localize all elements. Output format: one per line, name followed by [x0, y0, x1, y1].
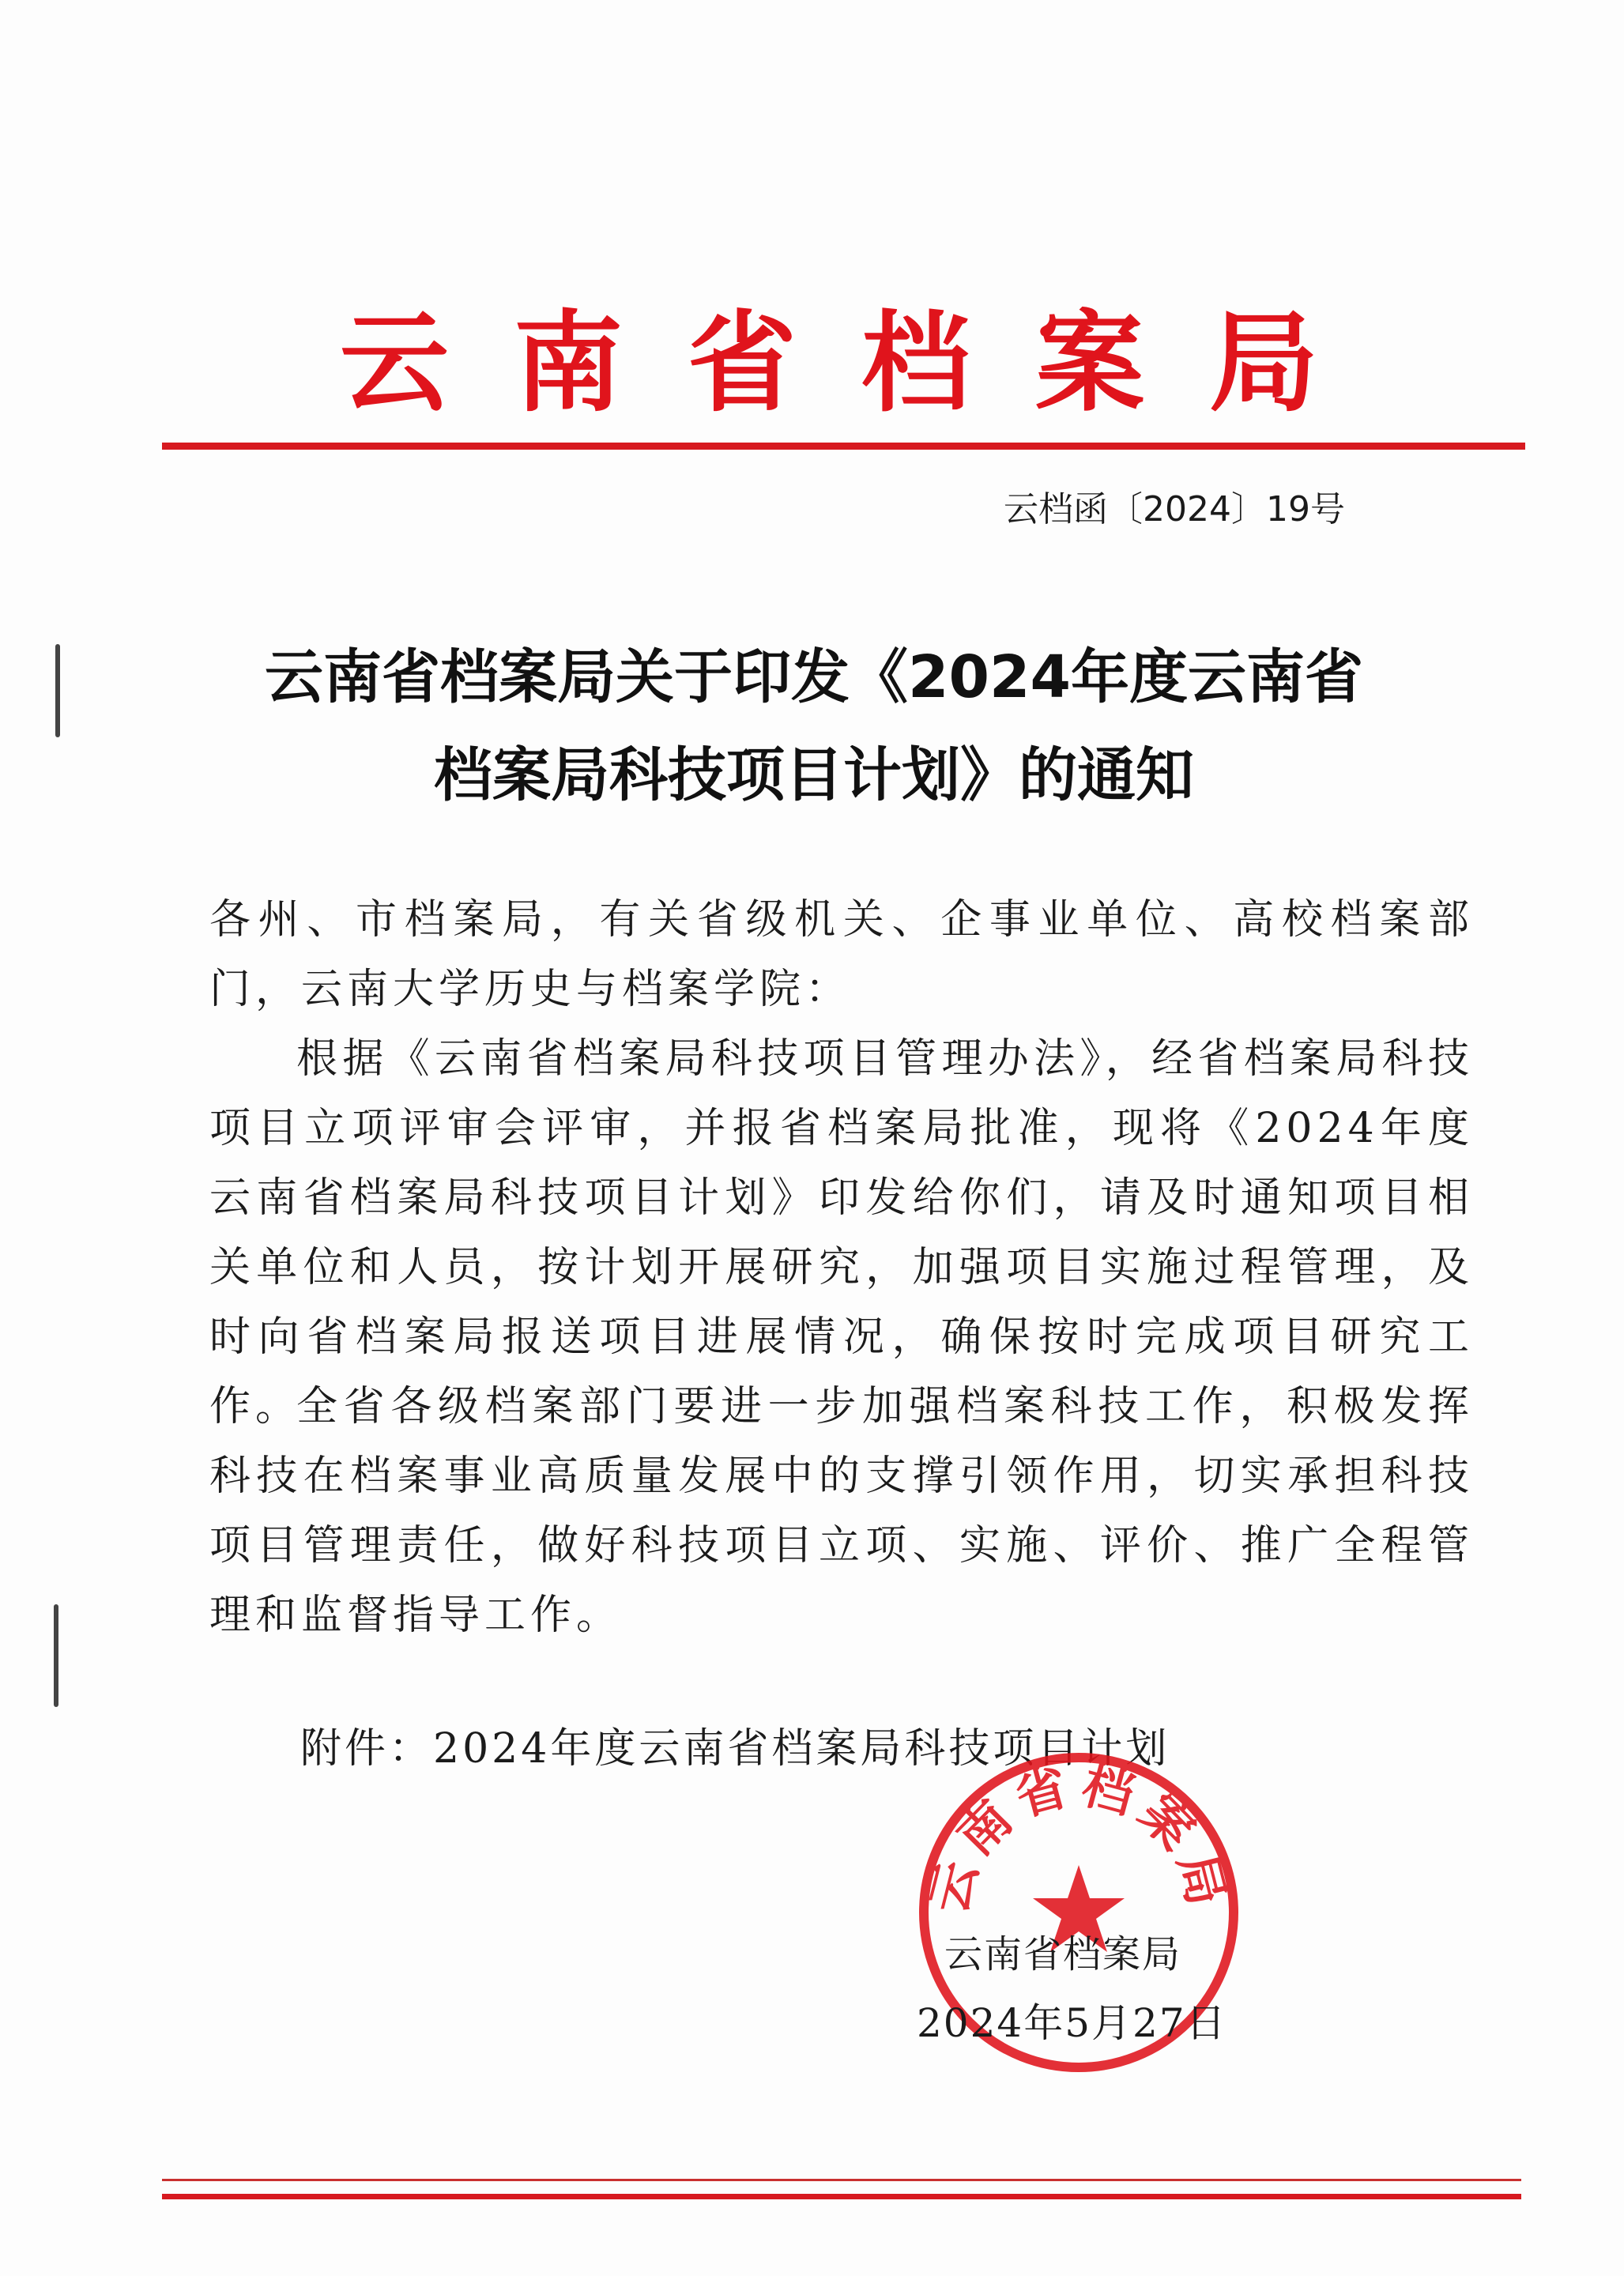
letterhead-red-rule	[162, 443, 1525, 450]
footer-rule-thin	[162, 2179, 1521, 2181]
document-title-line-2: 档案局科技项目计划》的通知	[434, 741, 1194, 809]
binder-hole-mark-bottom	[54, 1604, 58, 1707]
signature-organization: 云南省档案局	[944, 1932, 1182, 1976]
body-paragraph-1-text: 根据《云南省档案局科技项目管理办法》，经省档案局科技项目立项评审会评审，并报省档案局批准，现将《2024年度云南省档案局科技项目计划》印发给你们，请及时通知项目相关单位和人员，按计划开展研究，加强项目实施过程管理，及时向省档案局报送项目进展情况，确保按时完成项目研究工作。	[209, 1035, 1474, 1430]
binder-hole-mark-top	[55, 644, 60, 737]
seal-text: 云南省档案局	[919, 1755, 1238, 1920]
attachment-line: 附件：2024年度云南省档案局科技项目计划	[300, 1725, 1170, 1773]
document-title	[182, 628, 1446, 824]
body-paragraph-2	[209, 1372, 1474, 1650]
signature-date: 2024年5月27日	[917, 2000, 1227, 2046]
document-title-line-1: 云南省档案局关于印发《2024年度云南省	[265, 643, 1363, 711]
document-number: 云档函〔2024〕19号	[1004, 489, 1345, 529]
addressee	[209, 885, 1474, 1024]
addressee-text: 各州、市档案局，有关省级机关、企事业单位、高校档案部门，云南大学历史与档案学院：	[209, 896, 1474, 1013]
body-paragraph-2-text: 全省各级档案部门要进一步加强档案科技工作，积极发挥科技在档案事业高质量发展中的支撑引领作用，切实承担科技项目管理责任，做好科技项目立项、实施、评价、推广全程管理和监督指导工作。	[209, 1383, 1474, 1639]
letterhead-title: 云南省档案局	[340, 298, 1384, 427]
footer-rule-thick	[162, 2194, 1521, 2199]
